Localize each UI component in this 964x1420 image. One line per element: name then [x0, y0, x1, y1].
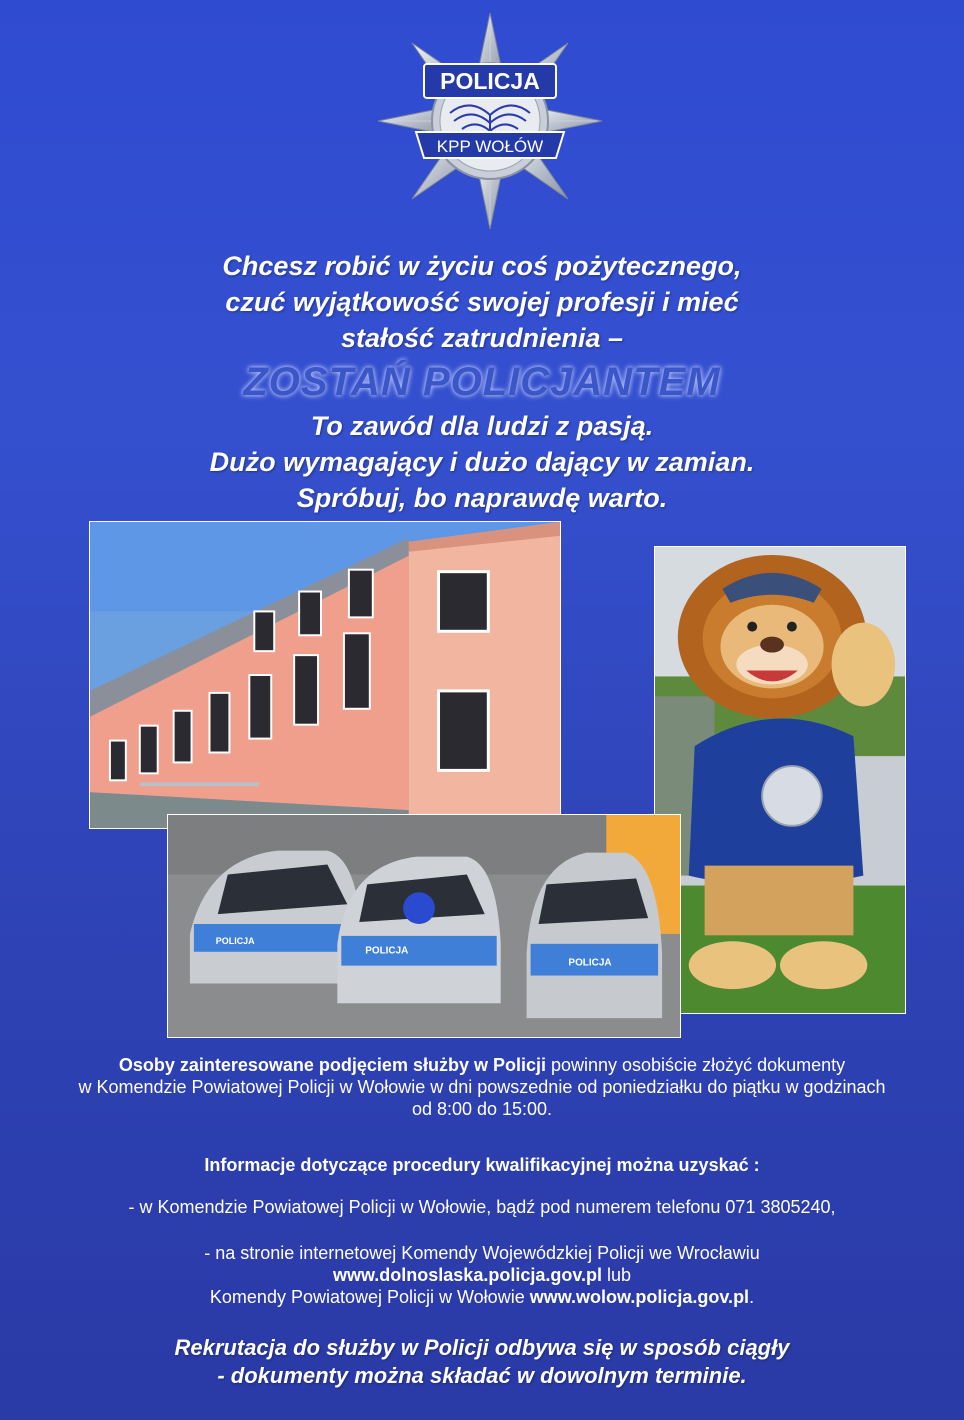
- headline: [0, 248, 964, 516]
- info-p4-dot: .: [749, 1287, 755, 1307]
- car-1-label: POLICJA: [215, 935, 255, 946]
- badge-bottom-text: KPP WOŁÓW: [436, 137, 544, 156]
- closing-statement: [0, 1334, 964, 1390]
- info-heading-procedure: Informacje dotyczące procedury kwalifikacyjnej można uzyskać :: [204, 1155, 760, 1175]
- headline-slogan: ZOSTAŃ POLICJANTEM: [243, 360, 721, 404]
- info-p1-bold: Osoby zainteresowane podjęciem służby w Policji: [118, 1055, 546, 1075]
- closing-line-2: - dokumenty można składać w dowolnym terminie.: [217, 1363, 747, 1388]
- info-p4-line1: - na stronie internetowej Komendy Wojewódzkiej Policji we Wrocławiu: [204, 1243, 760, 1263]
- police-building-photo: [89, 521, 561, 829]
- headline-line-1: Chcesz robić w życiu coś pożytecznego,: [222, 251, 742, 281]
- closing-line-1: Rekrutacja do służby w Policji odbywa się w sposób ciągły: [174, 1335, 790, 1360]
- police-cars-photo: [167, 814, 681, 1038]
- link-wolow[interactable]: www.wolow.policja.gov.pl: [529, 1287, 750, 1307]
- info-paragraph-submission: [0, 1054, 964, 1120]
- car-3-label: POLICJA: [568, 957, 612, 969]
- police-star-badge-icon: [372, 8, 608, 234]
- info-paragraph-phone: - w Komendzie Powiatowej Policji w Wołowie, bądź pod numerem telefonu 071 3805240,: [128, 1197, 836, 1217]
- info-p4-line3: Komendy Powiatowej Policji w Wołowie: [209, 1287, 530, 1307]
- info-p1-line2: w Komendzie Powiatowej Policji w Wołowie w dni powszednie od poniedziałku do piątku w godzinach: [78, 1077, 886, 1097]
- info-p1-line3: od 8:00 do 15:00.: [411, 1099, 553, 1119]
- badge-top-text: POLICJA: [440, 68, 540, 94]
- info-p4-lub: lub: [602, 1265, 632, 1285]
- headline-line-5: Dużo wymagający i dużo dający w zamian.: [209, 447, 755, 477]
- info-p1-rest: powinny osobiście złożyć dokumenty: [545, 1055, 846, 1075]
- link-dolnoslaska[interactable]: www.dolnoslaska.policja.gov.pl: [332, 1265, 603, 1285]
- headline-line-2: czuć wyjątkowość swojej profesji i mieć: [225, 287, 739, 317]
- headline-line-6: Spróbuj, bo naprawdę warto.: [296, 483, 668, 513]
- police-mascot-photo: [654, 546, 906, 1014]
- info-paragraph-websites: [0, 1242, 964, 1308]
- headline-line-4: To zawód dla ludzi z pasją.: [310, 411, 654, 441]
- headline-line-3: stałość zatrudnienia –: [340, 323, 624, 353]
- car-2-label: POLICJA: [365, 945, 409, 957]
